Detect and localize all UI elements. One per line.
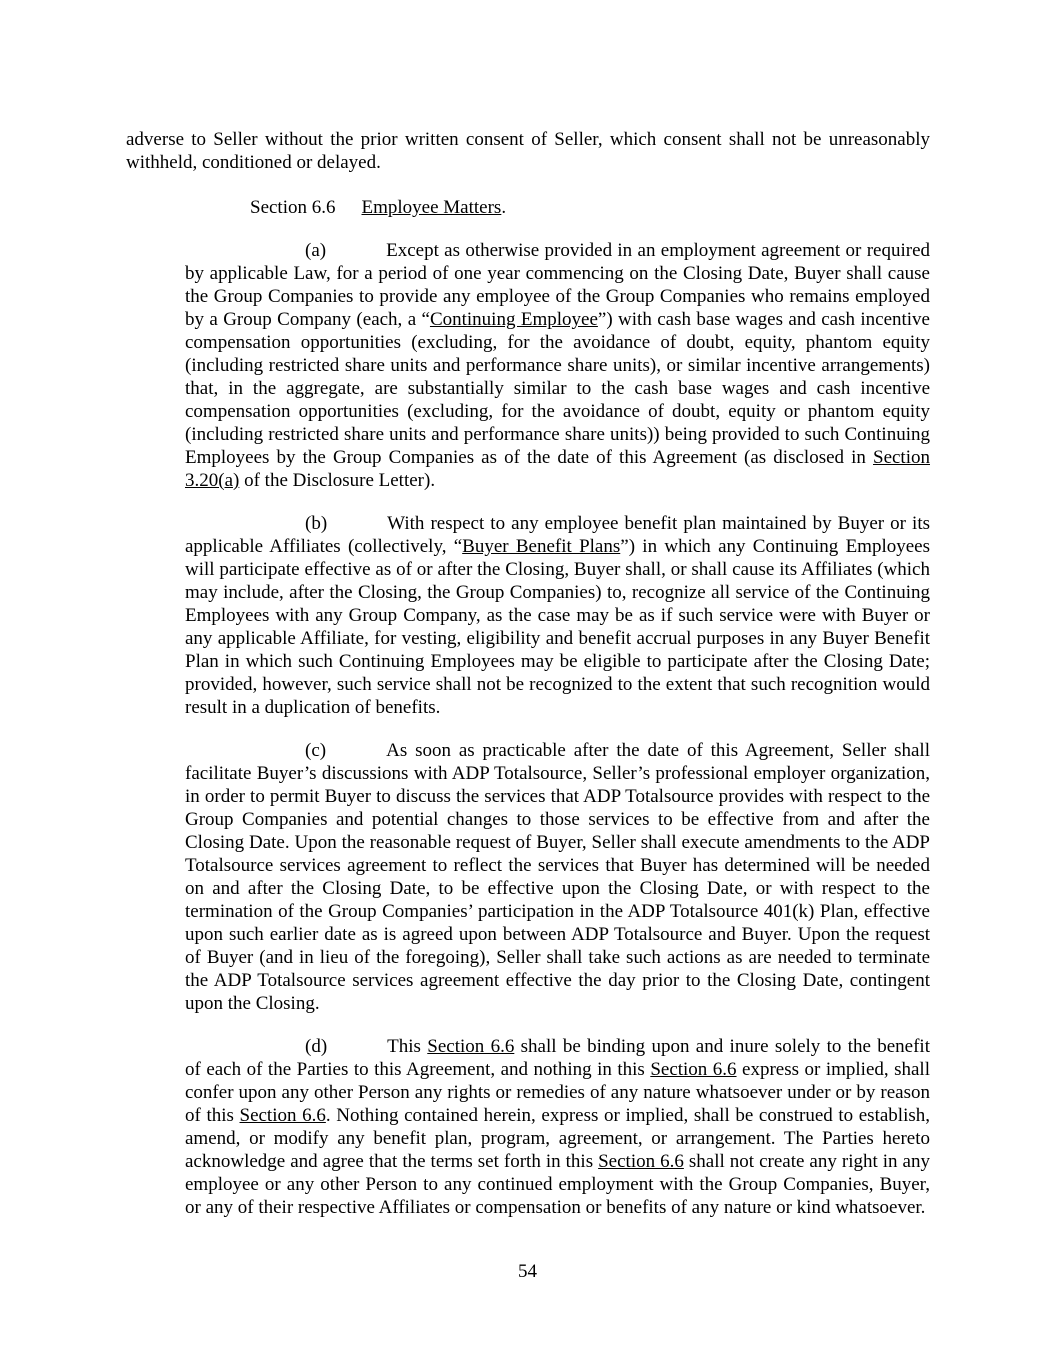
text-run: With respect to any employee benefit plan maintained by Buyer or its applicable Affiliates (collectively, “ (185, 513, 930, 557)
section-title: Employee Matters (361, 197, 502, 218)
paragraph-marker: (d) (305, 1036, 328, 1057)
paragraph-d (185, 1035, 930, 1219)
paragraph-c (185, 739, 930, 1015)
text-run: ”) in which any Continuing Employees will participate effective as of or after the Closing, Buyer shall, or shall cause its Affiliates (which may include, after the Closing, the Group Companies) to, recognize all service of the Continuing Employees with any Group Company, as the case may be as if such service were with Buyer or any applicable Affiliate, for vesting, eligibility and benefit accrual purposes in any Buyer Benefit Plan in which such Continuing Employees may be eligible to participate after the Closing Date; provided, however, such service shall not be recognized to the extent that such recognition would result in a duplication of benefits. (185, 536, 930, 718)
paragraph-marker: (a) (305, 240, 327, 261)
text-run: Except as otherwise provided in an employment agreement or required by applicable Law, for a period of one year commencing on the Closing Date, Buyer shall cause the Group Companies to provide any employee of the Group Companies who remains employed by a Group Company (each, a “ (185, 240, 930, 330)
text-run: This (387, 1036, 428, 1057)
underlined-term: Section 6.6 (650, 1059, 737, 1080)
underlined-term: Continuing Employee (429, 309, 598, 330)
section-title-period: . (501, 197, 507, 218)
paragraph-marker: (c) (305, 740, 327, 761)
text-run: shall be binding upon and inure solely to the benefit of each of the Parties to this Agreement, and nothing in this (185, 1036, 930, 1080)
page-number: 54 (518, 1261, 537, 1282)
underlined-term: Buyer Benefit Plans (462, 536, 621, 557)
underlined-term: Section 3.20(a) (185, 447, 930, 491)
text-run: of the Disclosure Letter). (239, 470, 436, 491)
paragraph-text (185, 240, 930, 491)
underlined-term: Section 6.6 (427, 1036, 515, 1057)
underlined-term: Section 6.6 (239, 1105, 326, 1126)
section-number-label: Section 6.6 (250, 197, 336, 218)
text-run: express or implied, shall confer upon any other Person any rights or remedies of any nature whatsoever under or by reason of this (185, 1059, 930, 1126)
continuation-paragraph: adverse to Seller without the prior written consent of Seller, which consent shall not be unreasonably withheld, conditioned or delayed. (126, 129, 930, 173)
paragraph-marker: (b) (305, 513, 328, 534)
paragraph-b (185, 512, 930, 719)
paragraph-text (185, 1036, 930, 1218)
section-heading (250, 196, 930, 219)
underlined-term: Section 6.6 (598, 1151, 684, 1172)
text-run: As soon as practicable after the date of this Agreement, Seller shall facilitate Buyer’s discussions with ADP Totalsource, Seller’s professional employer organization, in order to permit Buyer to discuss the services that ADP Totalsource provides with respect to the Group Companies and potential changes to those services to be effective from and after the Closing Date. Upon the reasonable request of Buyer, Seller shall execute amendments to the ADP Totalsource services agreement to reflect the services that Buyer has determined will be needed on and after the Closing Date, to be effective upon the Closing Date, or with respect to the termination of the Group Companies’ participation in the ADP Totalsource 401(k) Plan, effective upon such earlier date as is agreed upon between ADP Totalsource and Buyer. Upon the request of Buyer (and in lieu of the foregoing), Seller shall take such actions as are needed to terminate the ADP Totalsource services agreement effective the day prior to the Closing Date, contingent upon the Closing. (185, 740, 930, 1014)
text-run: ”) with cash base wages and cash incentive compensation opportunities (excluding, for the avoidance of doubt, equity, phantom equity (including restricted share units and performance share units), or similar incentive arrangements) that, in the aggregate, are substantially similar to the cash base wages and cash incentive compensation opportunities (excluding, for the avoidance of doubt, equity or phantom equity (including restricted share units and performance share units)) being provided to such Continuing Employees by the Group Companies as of the date of this Agreement (as disclosed in (185, 309, 930, 468)
paragraph-text (185, 513, 930, 718)
text-run: . Nothing contained herein, express or implied, shall be construed to establish, amend, or modify any benefit plan, program, agreement, or arrangement. The Parties hereto acknowledge and agree that the terms set forth in this (185, 1105, 930, 1172)
text-run: shall not create any right in any employee or any other Person to any continued employment with the Group Companies, Buyer, or any of their respective Affiliates or compensation or benefits of any nature or kind whatsoever. (185, 1151, 930, 1218)
paragraph-text (185, 740, 930, 1014)
paragraph-a (185, 239, 930, 492)
